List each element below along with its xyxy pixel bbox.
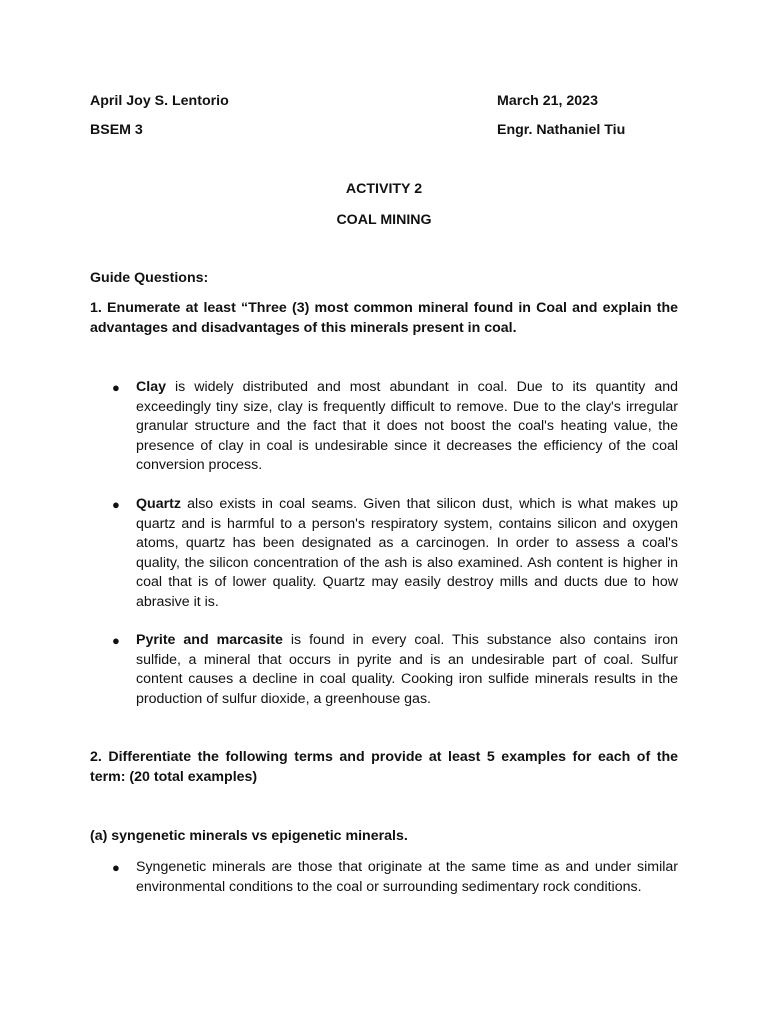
- bullet-text: [136, 631, 678, 709]
- bullet-text: [136, 495, 678, 612]
- list-item-syngenetic: [90, 858, 678, 897]
- mineral-term: Clay: [136, 379, 166, 395]
- author-name: April Joy S. Lentorio: [90, 93, 229, 109]
- question-2: 2. Differentiate the following terms and provide at least 5 examples for each of the term: (20 total examples): [90, 749, 678, 785]
- mineral-term: Pyrite and marcasite: [136, 632, 283, 648]
- guide-questions-label: Guide Questions:: [90, 270, 209, 286]
- mineral-description: is widely distributed and most abundant in coal. Due to its quantity and exceedingly tiny size, clay is frequently difficult to remove. Due to the clay's irregular granular structure and the fact that it does not boost the coal's heating value, the presence of clay in coal is undesirable since it decreases the efficiency of the coal conversion process.: [136, 379, 678, 473]
- subquestion-a: (a) syngenetic minerals vs epigenetic minerals.: [90, 828, 408, 844]
- bullet-icon: ●: [112, 860, 120, 875]
- mineral-description: also exists in coal seams. Given that silicon dust, which is what makes up quartz and is harmful to a person's respiratory system, contains silicon and oxygen atoms, quartz has been designated as a carcinogen. In order to assess a coal's quality, the silicon concentration of the ash is also examined. Ash content is higher in coal that is of lower quality. Quartz may easily destroy mills and ducts due to how abrasive it is.: [136, 496, 678, 610]
- document-date: March 21, 2023: [497, 93, 598, 109]
- bullet-icon: ●: [112, 380, 120, 395]
- bullet-text: Syngenetic minerals are those that originate at the same time as and under similar environmental conditions to the coal or surrounding sedimentary rock conditions.: [136, 859, 678, 895]
- mineral-term: Quartz: [136, 496, 181, 512]
- list-item-clay: [90, 378, 678, 476]
- bullet-text: [136, 378, 678, 476]
- mineral-description: is found in every coal. This substance also contains iron sulfide, a mineral that occurs in pyrite and is an undesirable part of coal. Sulfur content causes a decline in coal quality. Cooking iron sulfide minerals results in the production of sulfur dioxide, a greenhouse gas.: [136, 632, 678, 707]
- instructor-name: Engr. Nathaniel Tiu: [497, 122, 626, 138]
- bullet-icon: ●: [112, 497, 120, 512]
- bullet-icon: ●: [112, 633, 120, 648]
- list-item-quartz: [90, 495, 678, 612]
- course-section: BSEM 3: [90, 122, 143, 138]
- question-1: 1. Enumerate at least “Three (3) most common mineral found in Coal and explain the advantages and disadvantages of this minerals present in coal.: [90, 300, 678, 336]
- activity-title: ACTIVITY 2: [345, 181, 423, 197]
- topic-title: COAL MINING: [336, 212, 432, 228]
- list-item-pyrite: [90, 631, 678, 709]
